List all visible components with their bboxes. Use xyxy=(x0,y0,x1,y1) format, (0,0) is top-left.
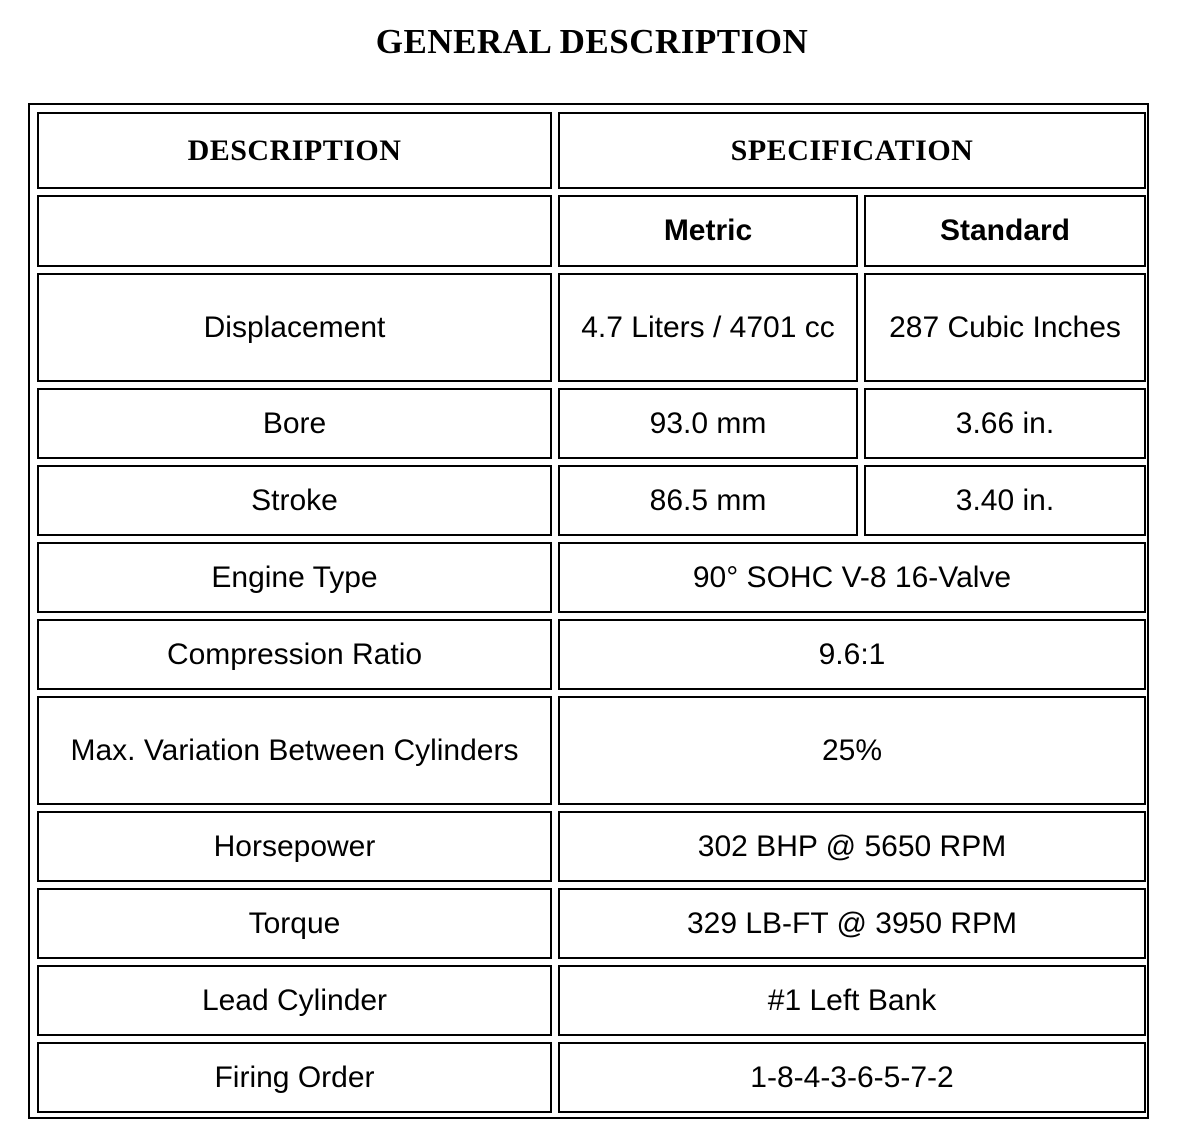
metric-value: 86.5 mm xyxy=(558,465,858,536)
spec-value: 1-8-4-3-6-5-7-2 xyxy=(558,1042,1146,1113)
metric-header: Metric xyxy=(558,195,858,267)
table-row-engine-type xyxy=(37,542,1146,613)
empty-header-cell xyxy=(37,195,552,267)
spec-value: 25% xyxy=(558,696,1146,805)
table-row-bore xyxy=(37,388,1146,459)
row-label: Compression Ratio xyxy=(37,619,552,690)
metric-value: 4.7 Liters / 4701 cc xyxy=(558,273,858,382)
standard-value: 287 Cubic Inches xyxy=(864,273,1146,382)
table-row-torque xyxy=(37,888,1146,959)
table-row-horsepower xyxy=(37,811,1146,882)
spec-value: 302 BHP @ 5650 RPM xyxy=(558,811,1146,882)
subheader-row xyxy=(37,195,1146,267)
table-row-lead-cylinder xyxy=(37,965,1146,1036)
row-label: Lead Cylinder xyxy=(37,965,552,1036)
table-row-firing-order xyxy=(37,1042,1146,1113)
standard-value: 3.40 in. xyxy=(864,465,1146,536)
row-label: Bore xyxy=(37,388,552,459)
metric-value: 93.0 mm xyxy=(558,388,858,459)
page-title: GENERAL DESCRIPTION xyxy=(375,22,809,61)
specification-header: SPECIFICATION xyxy=(558,112,1146,189)
table-row-compression-ratio xyxy=(37,619,1146,690)
row-label: Engine Type xyxy=(37,542,552,613)
spec-value: 329 LB-FT @ 3950 RPM xyxy=(558,888,1146,959)
description-header: DESCRIPTION xyxy=(37,112,552,189)
specification-table xyxy=(31,106,1152,1119)
row-label: Max. Variation Between Cylinders xyxy=(37,696,552,805)
spec-value: 9.6:1 xyxy=(558,619,1146,690)
table-row-displacement xyxy=(37,273,1146,382)
table-row-stroke xyxy=(37,465,1146,536)
table-row-max-variation xyxy=(37,696,1146,805)
row-label: Torque xyxy=(37,888,552,959)
row-label: Displacement xyxy=(37,273,552,382)
spec-value: 90° SOHC V-8 16-Valve xyxy=(558,542,1146,613)
row-label: Firing Order xyxy=(37,1042,552,1113)
spec-value: #1 Left Bank xyxy=(558,965,1146,1036)
row-label: Stroke xyxy=(37,465,552,536)
standard-value: 3.66 in. xyxy=(864,388,1146,459)
row-label: Horsepower xyxy=(37,811,552,882)
header-row xyxy=(37,112,1146,189)
standard-header: Standard xyxy=(864,195,1146,267)
